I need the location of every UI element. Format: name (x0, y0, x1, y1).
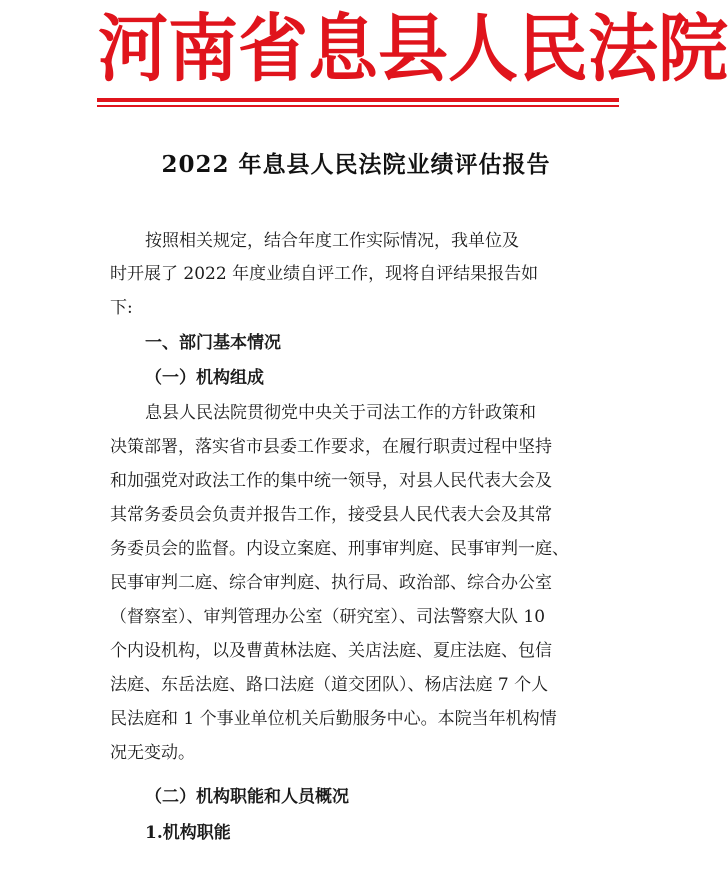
paragraph-line: 民法庭和 1 个事业单位机关后勤服务中心。本院当年机构情 (110, 709, 557, 729)
paragraph-line: 息县人民法院贯彻党中央关于司法工作的方针政策和 (145, 403, 536, 423)
letterhead-rule-thick (97, 98, 619, 102)
paragraph-line: 法庭、东岳法庭、路口法庭（道交团队）、杨店法庭 7 个人 (110, 675, 549, 695)
paragraph-line: 其常务委员会负责并报告工作，接受县人民代表大会及其常 (110, 505, 552, 525)
court-letterhead (98, 5, 728, 93)
paragraph-line: 务委员会的监督。内设立案庭、刑事审判庭、民事审判一庭、 (110, 539, 569, 559)
letterhead-char: 县 (378, 5, 448, 93)
subsection-heading: （一）机构组成 (145, 368, 264, 388)
paragraph-line: 和加强党对政法工作的集中统一领导，对县人民代表大会及 (110, 471, 552, 491)
paragraph-line: （督察室）、审判管理办公室（研究室）、司法警察大队 10 (110, 607, 546, 627)
paragraph-line: 时开展了 2022 年度业绩自评工作，现将自评结果报告如 (110, 264, 539, 284)
paragraph-line: 况无变动。 (110, 743, 195, 763)
paragraph-line: 个内设机构，以及曹黄林法庭、关店法庭、夏庄法庭、包信 (110, 641, 552, 661)
letterhead-char: 院 (658, 5, 728, 93)
letterhead-char: 人 (448, 5, 518, 93)
paragraph-line: 决策部署，落实省市县委工作要求，在履行职责过程中坚持 (110, 437, 552, 457)
document-title: 2022 年息县人民法院业绩评估报告 (161, 151, 551, 178)
letterhead-char: 法 (588, 5, 658, 93)
item-heading: 1.机构职能 (145, 823, 231, 843)
section-heading: 一、部门基本情况 (145, 333, 281, 353)
letterhead-char: 南 (168, 5, 238, 93)
paragraph-line: 下: (110, 298, 133, 318)
paragraph-line: 按照相关规定，结合年度工作实际情况，我单位及 (145, 231, 519, 251)
letterhead-char: 息 (308, 5, 378, 93)
letterhead-rule-thin (97, 105, 619, 107)
letterhead-char: 民 (518, 5, 588, 93)
paragraph-line: 民事审判二庭、综合审判庭、执行局、政治部、综合办公室 (110, 573, 552, 593)
letterhead-char: 河 (98, 5, 168, 93)
letterhead-char: 省 (238, 5, 308, 93)
subsection-heading: （二）机构职能和人员概况 (145, 787, 349, 807)
